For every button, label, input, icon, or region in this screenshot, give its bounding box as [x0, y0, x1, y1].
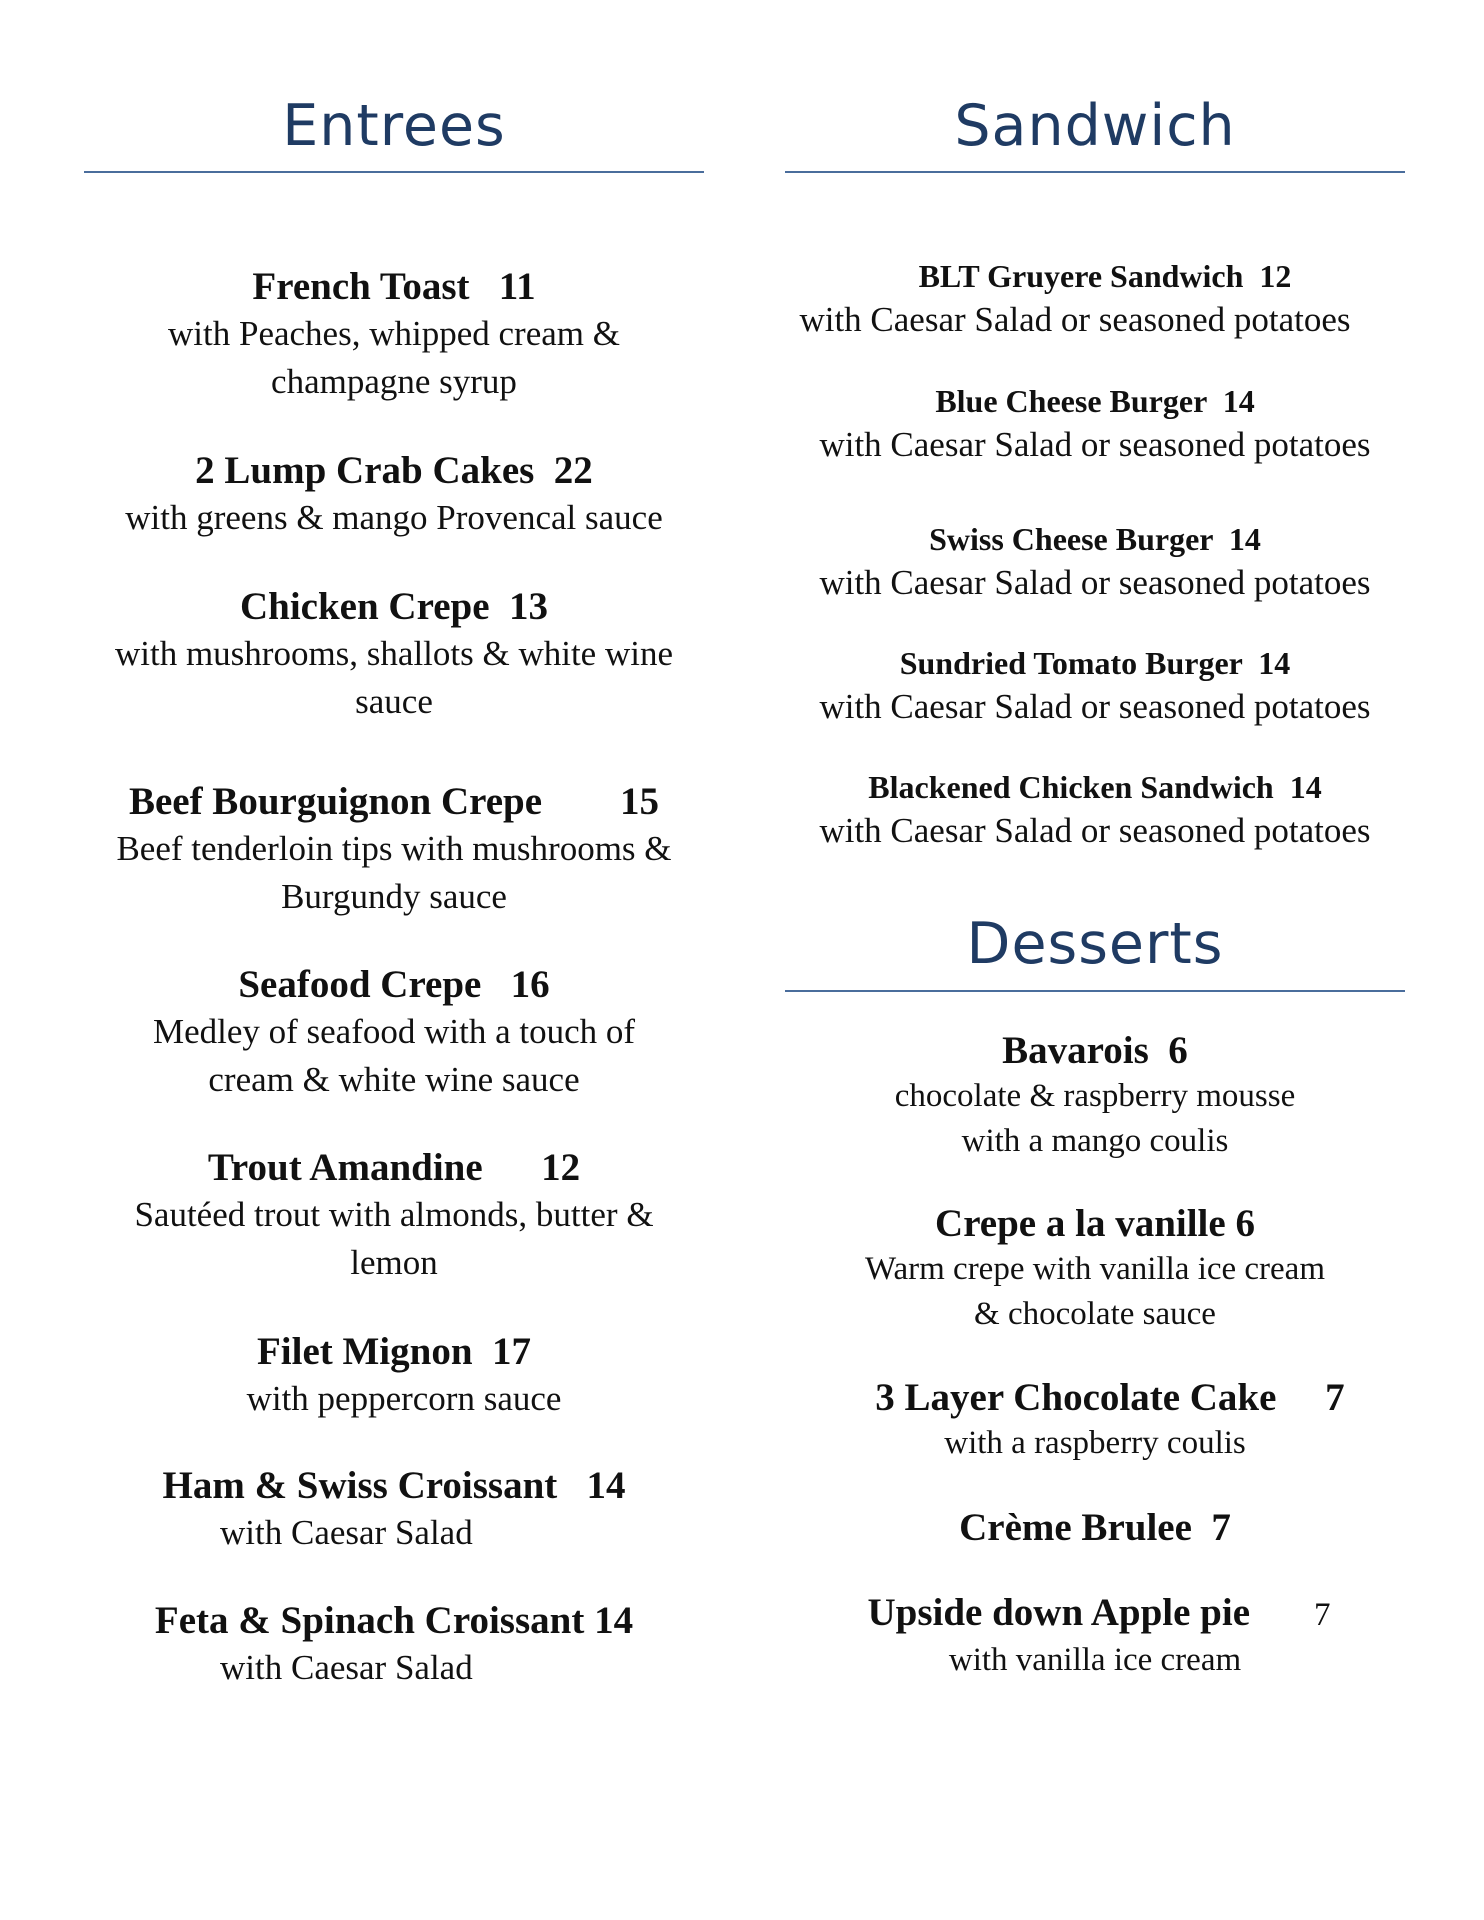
- item-name: Chicken Crepe 13: [239, 585, 549, 628]
- item-description: Medley of seafood with a touch of: [152, 1012, 636, 1051]
- item-description: Warm crepe with vanilla ice cream: [864, 1251, 1326, 1287]
- item-description: with Caesar Salad or seasoned potatoes: [819, 563, 1371, 602]
- item-name: Beef Bourguignon Crepe 15: [128, 780, 660, 823]
- item-description: with Peaches, whipped cream &: [168, 314, 620, 353]
- entrees-heading: Entrees: [282, 93, 506, 159]
- item-description: Burgundy sauce: [281, 877, 507, 916]
- item-name: [785, 1590, 1405, 1638]
- menu-item-filet-mignon: [84, 1329, 704, 1423]
- menu-item-chocolate-cake: [785, 1375, 1405, 1466]
- item-description: lemon: [350, 1243, 438, 1282]
- item-name: Sundried Tomato Burger 14: [899, 645, 1291, 681]
- item-name: Trout Amandine 12: [207, 1146, 581, 1189]
- menu-item-blackened-chicken-sandwich: [785, 767, 1405, 855]
- menu-item-seafood-crepe: [84, 962, 704, 1104]
- item-description: & chocolate sauce: [974, 1296, 1216, 1332]
- entrees-divider: [84, 171, 704, 173]
- menu-item-feta-spinach-croissant: [84, 1598, 704, 1692]
- menu-item-swiss-cheese-burger: [785, 519, 1405, 607]
- menu-item-creme-brulee: [785, 1505, 1405, 1551]
- menu-item-sundried-tomato-burger: [785, 643, 1405, 731]
- menu-item-ham-swiss-croissant: [84, 1463, 704, 1557]
- item-name: BLT Gruyere Sandwich 12: [918, 258, 1292, 294]
- item-name: Blackened Chicken Sandwich 14: [868, 769, 1322, 805]
- item-description: with Caesar Salad or seasoned potatoes: [819, 687, 1371, 726]
- item-description: sauce: [355, 682, 433, 721]
- menu-item-chicken-crepe: [84, 584, 704, 726]
- sandwich-heading: Sandwich: [954, 93, 1236, 159]
- item-description: champagne syrup: [271, 362, 517, 401]
- item-description: with a mango coulis: [961, 1123, 1229, 1159]
- item-description: with greens & mango Provencal sauce: [125, 498, 663, 537]
- item-name: Filet Mignon 17: [256, 1330, 532, 1373]
- item-name: Crepe a la vanille 6: [935, 1202, 1255, 1245]
- sandwich-divider: [785, 171, 1405, 173]
- item-description: with Caesar Salad: [220, 1513, 473, 1552]
- sandwich-desserts-column: [785, 0, 1405, 1920]
- menu-item-beef-bourguignon-crepe: [84, 779, 704, 921]
- item-description: cream & white wine sauce: [208, 1060, 580, 1099]
- item-name: Feta & Spinach Croissant 14: [154, 1599, 634, 1642]
- menu-item-upside-down-apple-pie: [785, 1590, 1405, 1683]
- item-description: with a raspberry coulis: [944, 1425, 1246, 1461]
- menu-item-crepe-a-la-vanille: [785, 1201, 1405, 1337]
- item-description: with Caesar Salad: [220, 1648, 473, 1687]
- entrees-column: [84, 0, 704, 1920]
- item-name: Crème Brulee 7: [959, 1506, 1231, 1549]
- item-description: chocolate & raspberry mousse: [894, 1078, 1296, 1114]
- item-name: French Toast 11: [252, 265, 536, 308]
- item-name: 2 Lump Crab Cakes 22: [195, 449, 593, 492]
- item-title: Upside down Apple pie: [867, 1591, 1251, 1634]
- desserts-heading: Desserts: [966, 911, 1224, 977]
- item-name: 3 Layer Chocolate Cake 7: [875, 1376, 1345, 1419]
- item-description: with mushrooms, shallots & white wine: [114, 634, 674, 673]
- item-name: Blue Cheese Burger 14: [935, 383, 1255, 419]
- menu-item-blue-cheese-burger: [785, 381, 1405, 469]
- item-name: Ham & Swiss Croissant 14: [162, 1464, 626, 1507]
- item-description: with Caesar Salad or seasoned potatoes: [799, 300, 1351, 339]
- menu-item-trout-amandine: [84, 1145, 704, 1287]
- desserts-divider: [785, 990, 1405, 992]
- item-price: 7: [1314, 1597, 1331, 1633]
- menu-item-blt-gruyere: [785, 256, 1405, 344]
- item-description: with Caesar Salad or seasoned potatoes: [819, 425, 1371, 464]
- item-name: Swiss Cheese Burger 14: [929, 521, 1261, 557]
- item-description: with Caesar Salad or seasoned potatoes: [819, 811, 1371, 850]
- item-description: Beef tenderloin tips with mushrooms &: [116, 829, 672, 868]
- item-description: with peppercorn sauce: [246, 1379, 562, 1418]
- menu-item-bavarois: [785, 1028, 1405, 1164]
- item-description: with vanilla ice cream: [948, 1642, 1242, 1678]
- menu-item-crab-cakes: [84, 448, 704, 542]
- item-description: Sautéed trout with almonds, butter &: [134, 1195, 654, 1234]
- item-name: Seafood Crepe 16: [238, 963, 550, 1006]
- menu-item-french-toast: [84, 264, 704, 406]
- item-name: Bavarois 6: [1002, 1029, 1188, 1072]
